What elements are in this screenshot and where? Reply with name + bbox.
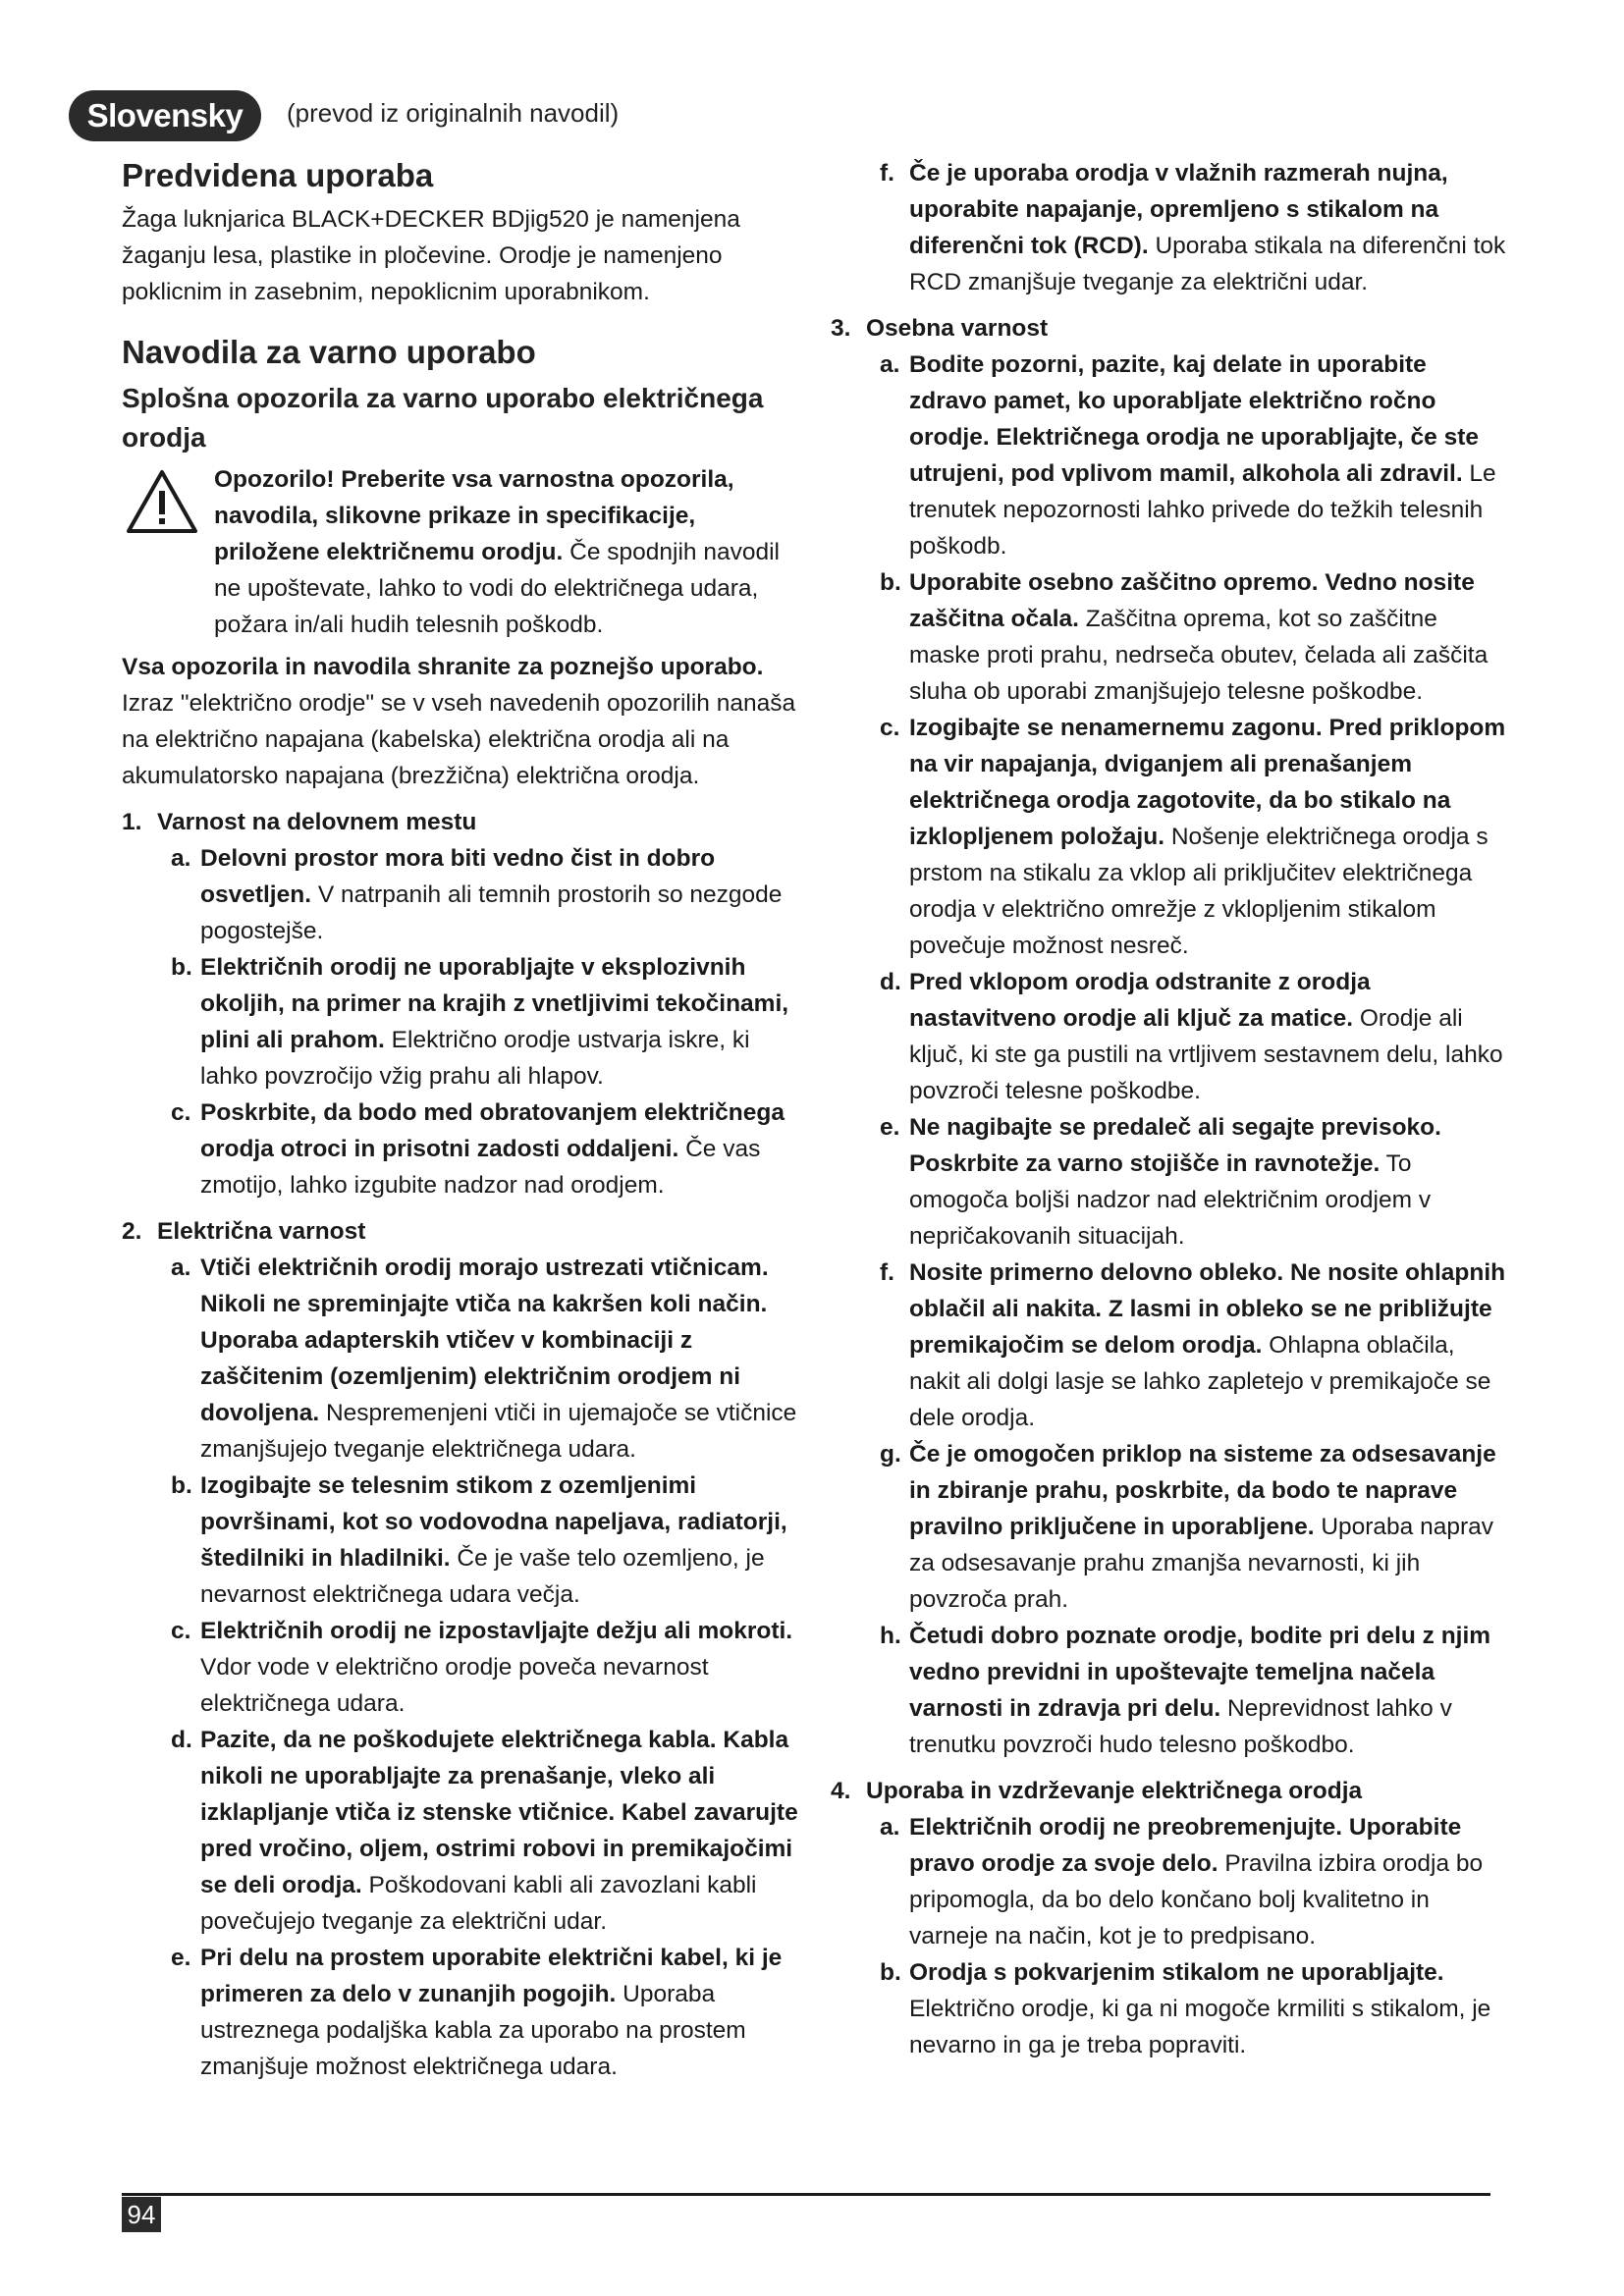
right-column — [831, 155, 1508, 2063]
translation-note: (prevod iz originalnih navodil) — [287, 98, 620, 128]
item-letter: b. — [171, 1471, 192, 1499]
item-text: Izogibajte se nenamernemu zagonu. Pred priklopom na vir napajanja, dviganjem ali prenašanjem električnega orodja zagotovite, da bo stikalo na izklopljenem položaju. Nošenje električnega orodja s prstom na stikalu za vklop ali priključitev električnega orodja v električno omrežje z vklopljenim stikalom povečuje možnost nesreč. — [909, 715, 1506, 959]
item-text: Delovni prostor mora biti vedno čist in dobro osvetljen. V natrpanih ali temnih prostorih so nezgode pogostejše. — [200, 844, 783, 944]
item-text: Če je uporaba orodja v vlažnih razmerah nujna, uporabite napajanje, opremljeno s stikalom na diferenčni tok (RCD). Uporaba stikala na diferenčni tok RCD zmanjšuje tveganje za električni udar. — [909, 160, 1506, 295]
list-item — [831, 1954, 1508, 2063]
item-text: Električnih orodij ne preobremenjujte. Uporabite pravo orodje za svoje delo. Pravilna izbira orodja bo pripomogla, da bo delo končano bolj kvalitetno in varneje na način, kot je to predpisano. — [909, 1814, 1484, 1949]
right-top-item — [831, 155, 1508, 300]
item-text: Električnih orodij ne uporabljajte v eksplozivnih okoljih, na primer na krajih z vnetljivimi tekočinami, plini ali prahom. Električno orodje ustvarja iskre, ki lahko povzročijo vžig prahu ali hlapov. — [200, 953, 789, 1090]
item-letter: a. — [171, 1254, 191, 1281]
item-letter: c. — [171, 1098, 191, 1126]
list-item — [122, 1250, 799, 1468]
item-letter: e. — [171, 1944, 191, 1971]
item-text: Električnih orodij ne izpostavljajte dežju ali mokroti. Vdor vode v električno orodje poveča nevarnost električnega udara. — [200, 1617, 793, 1717]
language-badge: Slovensky — [69, 90, 261, 141]
left-column — [122, 155, 799, 2085]
list-item — [831, 347, 1508, 564]
safety-heading: Navodila za varno uporabo — [122, 334, 536, 371]
left-sections — [122, 804, 799, 2085]
section-title: 1. Varnost na delovnem mestu — [122, 808, 477, 835]
item-text: Četudi dobro poznate orodje, bodite pri delu z njim vedno previdni in upoštevajte temeljna načela varnosti in zdravja pri delu. Neprevidnost lahko v trenutku povzroči hudo telesno poškodbo. — [909, 1623, 1491, 1758]
item-letter: a. — [880, 351, 900, 378]
intended-use-text: Žaga luknjarica BLACK+DECKER BDjig520 je namenjena žaganju lesa, plastike in pločevine. Orodje je namenjeno poklicnim in zasebnim, nepoklicnim uporabnikom. — [122, 206, 740, 306]
item-text: Če je omogočen priklop na sisteme za odsesavanje in zbiranje prahu, poskrbite, da bodo te naprave pravilno priključene in uporabljene. Uporaba naprav za odsesavanje prahu zmanjša nevarnosti, ki jih povzroča prah. — [909, 1441, 1496, 1613]
keep-instructions: Vsa opozorila in navodila shranite za poznejšo uporabo. Izraz "električno orodje" se v vseh navedenih opozorilih nanaša na električno napajana (kabelska) električna orodja ali na akumulatorsko napajana (brezžična) električna orodja. — [122, 653, 796, 789]
item-text: Ne nagibajte se predaleč ali segajte previsoko. Poskrbite za varno stojišče in ravnotežje. To omogoča boljši nadzor nad električnim orodjem v nepričakovanih situacijah. — [909, 1114, 1441, 1250]
list-item — [122, 1722, 799, 1940]
list-item — [831, 1618, 1508, 1763]
list-item — [831, 1436, 1508, 1618]
item-text: Orodja s pokvarjenim stikalom ne uporabljajte. Električno orodje, ki ga ni mogoče krmiliti s stikalom, je nevarno in ga je treba popraviti. — [909, 1959, 1491, 2058]
item-letter: a. — [171, 844, 191, 872]
item-text: Pazite, da ne poškodujete električnega kabla. Kabla nikoli ne uporabljajte za prenašanje, vleko ali izklapljanje vtiča iz stenske vtičnice. Kabel zavarujte pred vročino, oljem, ostrimi robovi in premikajočimi se deli orodja. Poškodovani kabli ali zavozlani kabli povečujejo tveganje za električni udar. — [200, 1726, 798, 1935]
section-title: 4. Uporaba in vzdrževanje električnega orodja — [831, 1778, 1363, 1804]
item-letter: c. — [171, 1617, 191, 1644]
item-letter: e. — [880, 1114, 900, 1141]
numbered-section — [122, 804, 799, 1203]
page-number: 94 — [122, 2197, 161, 2232]
item-text: Vtiči električnih orodij morajo ustrezati vtičnicam. Nikoli ne spreminjajte vtiča na kakršen koli način. Uporaba adapterskih vtičev v kombinaciji z zaščitenim (ozemljenim) električnim orodjem ni dovoljena. Nespremenjeni vtiči in ujemajoče se vtičnice zmanjšujejo tveganje električnega udara. — [200, 1254, 797, 1463]
item-text: Nosite primerno delovno obleko. Ne nosite ohlapnih oblačil ali nakita. Z lasmi in obleko se ne približujte premikajočim se delom orodja. Ohlapna oblačila, nakit ali dolgi lasje se lahko zapletejo v premikajoče se dele orodja. — [909, 1259, 1506, 1431]
item-text: Bodite pozorni, pazite, kaj delate in uporabite zdravo pamet, ko uporabljate električno ročno orodje. Električnega orodja ne uporabljajte, če ste utrujeni, pod vplivom mamil, alkohola ali zdravil. Le trenutek nepozornosti lahko privede do težkih telesnih poškodb. — [909, 351, 1496, 560]
item-letter: b. — [880, 1959, 901, 1986]
item-letter: d. — [171, 1726, 192, 1753]
item-letter: d. — [880, 969, 901, 995]
list-item — [831, 1809, 1508, 1954]
list-item — [831, 155, 1508, 300]
right-sections — [831, 310, 1508, 2063]
list-item — [122, 1613, 799, 1722]
item-text: Poskrbite, da bodo med obratovanjem električnega orodja otroci in prisotni zadosti oddaljeni. Če vas zmotijo, lahko izgubite nadzor nad orodjem. — [200, 1098, 785, 1199]
general-warnings-heading: Splošna opozorila za varno uporabo električnega orodja — [122, 382, 764, 453]
warning-triangle-icon — [126, 469, 198, 534]
item-letter: g. — [880, 1441, 901, 1468]
list-item — [831, 1255, 1508, 1436]
list-item — [831, 1109, 1508, 1255]
warning-text: Opozorilo! Preberite vsa varnostna opozorila, navodila, slikovne prikaze in specifikacije, priložene električnemu orodju. Če spodnjih navodil ne upoštevate, lahko to vodi do električnega udara, požara in/ali hudih telesnih poškodb. — [214, 465, 780, 638]
list-item — [831, 964, 1508, 1109]
list-item — [122, 1468, 799, 1613]
numbered-section — [831, 1773, 1508, 2063]
item-letter: f. — [880, 1259, 894, 1286]
item-letter: f. — [880, 160, 894, 187]
list-item — [122, 1940, 799, 2085]
item-text: Pri delu na prostem uporabite električni kabel, ki je primeren za delo v zunanjih pogojih. Uporaba ustreznega podaljška kabla za uporabo na prostem zmanjšuje možnost električnega udara. — [200, 1944, 783, 2080]
item-text: Izogibajte se telesnim stikom z ozemljenimi površinami, kot so vodovodna napeljava, radiatorji, štedilniki in hladilniki. Če je vaše telo ozemljeno, je nevarnost električnega udara večja. — [200, 1471, 787, 1608]
list-item — [122, 1095, 799, 1203]
list-item — [831, 564, 1508, 710]
intended-use-heading: Predvidena uporaba — [122, 157, 434, 193]
numbered-section — [831, 310, 1508, 1763]
list-item — [831, 710, 1508, 964]
section-title: 2. Električna varnost — [122, 1217, 366, 1245]
item-letter: b. — [171, 953, 192, 981]
item-letter: a. — [880, 1814, 900, 1841]
item-text: Pred vklopom orodja odstranite z orodja nastavitveno orodje ali ključ za matice. Orodje ali ključ, ki ste ga pustili na vrtljivem sestavnem delu, lahko povzroči telesne poškodbe. — [909, 969, 1503, 1104]
list-item — [122, 949, 799, 1095]
item-letter: b. — [880, 569, 901, 596]
warning-block — [122, 461, 799, 643]
section-title: 3. Osebna varnost — [831, 315, 1049, 342]
item-text: Uporabite osebno zaščitno opremo. Vedno nosite zaščitna očala. Zaščitna oprema, kot so zaščitne maske proti prahu, nedrseča obutev, čelada ali zaščita sluha ob uporabi zmanjšujejo telesne poškodbe. — [909, 569, 1489, 705]
item-letter: c. — [880, 715, 900, 741]
footer-divider — [122, 2193, 1490, 2196]
numbered-section — [122, 1213, 799, 2085]
item-letter: h. — [880, 1623, 901, 1649]
list-item — [122, 840, 799, 949]
